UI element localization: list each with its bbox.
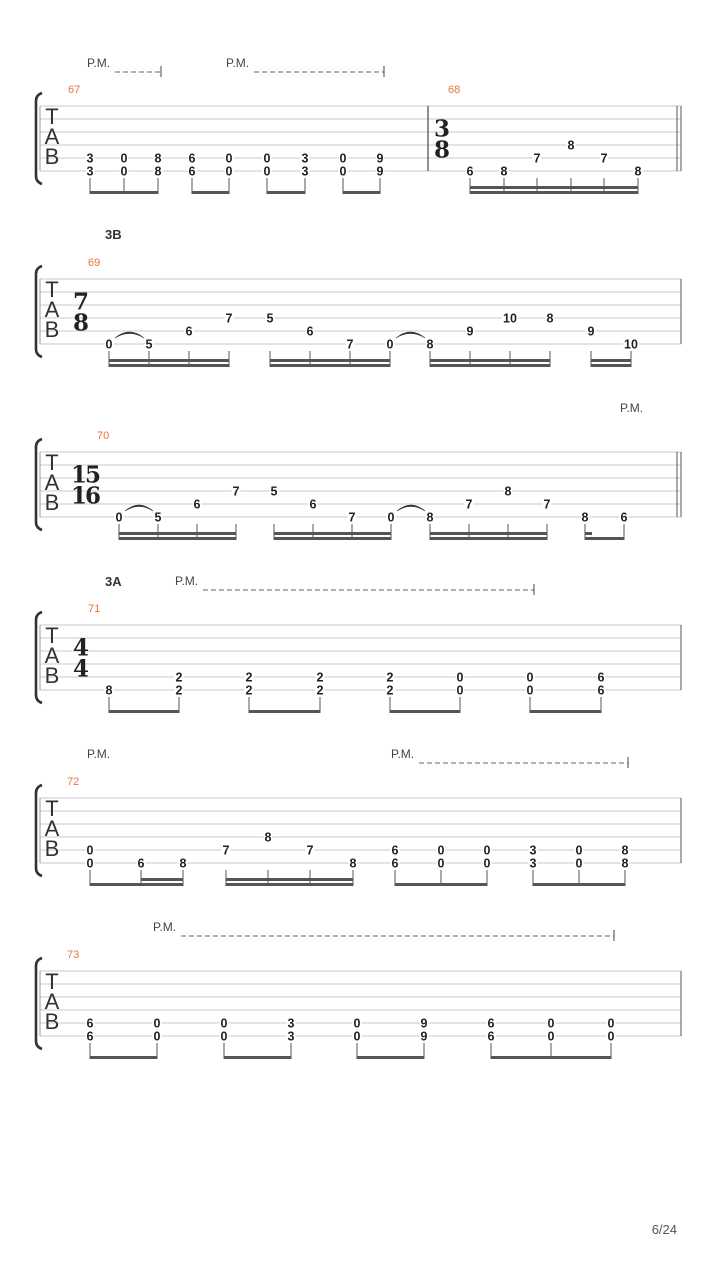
fret-number: 6 [185, 324, 193, 339]
fret-number: 0 [575, 856, 583, 871]
fret-number: 5 [270, 484, 278, 499]
beam [226, 883, 353, 886]
fret-number: 8 [154, 151, 162, 166]
fret-number: 7 [533, 151, 541, 166]
fret-number: 6 [137, 856, 145, 871]
tab-clef-letter: T [45, 623, 59, 648]
tab-clef-letter: B [44, 490, 60, 515]
fret-number: 8 [105, 683, 113, 698]
tab-clef-letter: T [45, 796, 59, 821]
fret-number: 5 [145, 337, 153, 352]
tie [125, 505, 153, 511]
fret-number: 6 [188, 151, 196, 166]
palm-mute-label: P.M. [226, 56, 250, 70]
beam [249, 710, 320, 713]
tab-system [36, 56, 681, 194]
fret-number: 5 [266, 311, 274, 326]
fret-number: 6 [620, 510, 628, 525]
section-label: 3B [105, 227, 122, 242]
beam [591, 359, 631, 362]
fret-number: 2 [245, 670, 253, 685]
palm-mute-label: P.M. [87, 747, 111, 761]
fret-number: 6 [597, 670, 605, 685]
fret-number: 0 [386, 337, 394, 352]
fret-number: 6 [487, 1016, 495, 1031]
fret-number: 0 [575, 843, 583, 858]
fret-number: 8 [500, 164, 508, 179]
fret-number: 2 [386, 670, 394, 685]
beam [430, 532, 547, 535]
fret-number: 8 [264, 830, 272, 845]
fret-number: 0 [220, 1016, 228, 1031]
fret-number: 8 [426, 510, 434, 525]
tab-clef-letter: T [45, 969, 59, 994]
fret-number: 6 [466, 164, 474, 179]
tab-system [36, 401, 681, 540]
palm-mute-label: P.M. [620, 401, 644, 415]
fret-number: 3 [86, 151, 94, 166]
fret-number: 6 [597, 683, 605, 698]
beam [533, 883, 625, 886]
fret-number: 7 [346, 337, 354, 352]
fret-number: 0 [263, 151, 271, 166]
system-bracket [36, 612, 42, 703]
fret-number: 0 [547, 1016, 555, 1031]
fret-number: 8 [621, 856, 629, 871]
tab-clef-letter: T [45, 450, 59, 475]
fret-number: 0 [86, 843, 94, 858]
fret-number: 0 [483, 843, 491, 858]
beam-stub [585, 532, 592, 535]
tab-clef-letter: B [44, 1009, 60, 1034]
tab-clef-letter: B [44, 663, 60, 688]
fret-number: 0 [456, 683, 464, 698]
beam [470, 191, 638, 194]
tab-clef-letter: A [44, 470, 60, 495]
time-signature-bottom: 8 [72, 309, 88, 337]
fret-number: 3 [287, 1029, 295, 1044]
palm-mute-label: P.M. [87, 56, 111, 70]
time-signature-top: 3 [433, 115, 449, 143]
beam [90, 883, 183, 886]
fret-number: 6 [86, 1029, 94, 1044]
fret-number: 0 [456, 670, 464, 685]
fret-number: 3 [529, 856, 537, 871]
tab-system [36, 227, 681, 367]
time-signature-top: 15 [70, 461, 100, 489]
tie [397, 505, 425, 511]
beam [591, 364, 631, 367]
fret-number: 0 [225, 151, 233, 166]
fret-number: 7 [232, 484, 240, 499]
measure-number: 67 [68, 84, 81, 96]
fret-number: 10 [624, 337, 638, 352]
palm-mute-label: P.M. [175, 574, 199, 588]
fret-number: 6 [306, 324, 314, 339]
fret-number: 6 [193, 497, 201, 512]
beam [90, 1056, 157, 1059]
tab-clef-letter: T [45, 277, 59, 302]
beam [226, 878, 353, 881]
fret-number: 0 [607, 1016, 615, 1031]
system-bracket [36, 93, 42, 184]
fret-number: 6 [391, 843, 399, 858]
fret-number: 0 [120, 151, 128, 166]
tab-clef-letter: T [45, 104, 59, 129]
beam [274, 532, 391, 535]
measure-number: 70 [97, 430, 110, 442]
fret-number: 8 [567, 138, 575, 153]
fret-number: 8 [621, 843, 629, 858]
beam [491, 1056, 611, 1059]
fret-number: 0 [153, 1029, 161, 1044]
fret-number: 0 [225, 164, 233, 179]
palm-mute-label: P.M. [153, 920, 177, 934]
beam [530, 710, 601, 713]
fret-number: 0 [353, 1016, 361, 1031]
fret-number: 7 [348, 510, 356, 525]
fret-number: 0 [115, 510, 123, 525]
fret-number: 10 [503, 311, 517, 326]
beam [430, 359, 550, 362]
beam [390, 710, 460, 713]
fret-number: 2 [175, 670, 183, 685]
fret-number: 8 [154, 164, 162, 179]
fret-number: 9 [376, 151, 384, 166]
system-bracket [36, 958, 42, 1049]
fret-number: 0 [437, 856, 445, 871]
measure-number: 68 [448, 84, 461, 96]
fret-number: 0 [105, 337, 113, 352]
beam [109, 710, 179, 713]
fret-number: 0 [220, 1029, 228, 1044]
fret-number: 0 [526, 670, 534, 685]
tab-system [36, 920, 681, 1059]
fret-number: 2 [175, 683, 183, 698]
fret-number: 9 [376, 164, 384, 179]
tab-system [36, 747, 681, 886]
fret-number: 9 [420, 1016, 428, 1031]
palm-mute-label: P.M. [391, 747, 415, 761]
fret-number: 6 [487, 1029, 495, 1044]
fret-number: 0 [547, 1029, 555, 1044]
time-signature-bottom: 8 [433, 136, 449, 164]
fret-number: 2 [316, 670, 324, 685]
measure-number: 69 [88, 257, 101, 269]
fret-number: 0 [526, 683, 534, 698]
fret-number: 0 [483, 856, 491, 871]
beam [270, 364, 390, 367]
fret-number: 9 [420, 1029, 428, 1044]
fret-number: 0 [437, 843, 445, 858]
beam [270, 359, 390, 362]
tie [396, 332, 425, 338]
time-signature-bottom: 4 [72, 655, 88, 683]
beam [192, 191, 229, 194]
fret-number: 7 [465, 497, 473, 512]
tab-system [36, 574, 681, 713]
fret-number: 8 [504, 484, 512, 499]
fret-number: 6 [86, 1016, 94, 1031]
tie [115, 332, 144, 338]
fret-number: 6 [309, 497, 317, 512]
fret-number: 8 [634, 164, 642, 179]
fret-number: 0 [607, 1029, 615, 1044]
tab-clef-letter: A [44, 816, 60, 841]
beam [90, 191, 158, 194]
beam [430, 364, 550, 367]
fret-number: 0 [339, 151, 347, 166]
system-bracket [36, 439, 42, 530]
measure-number: 72 [67, 776, 80, 788]
fret-number: 0 [353, 1029, 361, 1044]
beam [395, 883, 487, 886]
beam [141, 878, 183, 881]
fret-number: 5 [154, 510, 162, 525]
measure-number: 71 [88, 603, 101, 615]
fret-number: 3 [301, 164, 309, 179]
fret-number: 8 [581, 510, 589, 525]
fret-number: 7 [600, 151, 608, 166]
beam [357, 1056, 424, 1059]
fret-number: 8 [179, 856, 187, 871]
tab-clef-letter: A [44, 643, 60, 668]
system-bracket [36, 785, 42, 876]
tab-clef-letter: B [44, 144, 60, 169]
beam [585, 537, 624, 540]
fret-number: 7 [543, 497, 551, 512]
fret-number: 0 [86, 856, 94, 871]
fret-number: 3 [287, 1016, 295, 1031]
fret-number: 0 [120, 164, 128, 179]
time-signature-top: 4 [72, 634, 88, 662]
tab-clef-letter: B [44, 317, 60, 342]
fret-number: 3 [301, 151, 309, 166]
fret-number: 9 [466, 324, 474, 339]
beam [109, 364, 229, 367]
tab-clef-letter: A [44, 989, 60, 1014]
section-label: 3A [105, 574, 122, 589]
fret-number: 8 [546, 311, 554, 326]
beam [470, 186, 638, 189]
beam [343, 191, 380, 194]
fret-number: 0 [263, 164, 271, 179]
measure-number: 73 [67, 949, 80, 961]
tab-clef-letter: A [44, 297, 60, 322]
tab-clef-letter: B [44, 836, 60, 861]
fret-number: 2 [316, 683, 324, 698]
fret-number: 2 [245, 683, 253, 698]
tab-clef-letter: A [44, 124, 60, 149]
fret-number: 6 [391, 856, 399, 871]
beam [109, 359, 229, 362]
beam [430, 537, 547, 540]
time-signature-top: 7 [72, 288, 88, 316]
fret-number: 6 [188, 164, 196, 179]
beam [119, 537, 236, 540]
fret-number: 3 [529, 843, 537, 858]
fret-number: 9 [587, 324, 595, 339]
fret-number: 8 [426, 337, 434, 352]
system-bracket [36, 266, 42, 357]
beam [274, 537, 391, 540]
beam [267, 191, 305, 194]
fret-number: 0 [153, 1016, 161, 1031]
fret-number: 0 [339, 164, 347, 179]
fret-number: 3 [86, 164, 94, 179]
fret-number: 8 [349, 856, 357, 871]
beam [224, 1056, 291, 1059]
fret-number: 0 [387, 510, 395, 525]
fret-number: 7 [225, 311, 233, 326]
fret-number: 7 [306, 843, 314, 858]
fret-number: 2 [386, 683, 394, 698]
time-signature-bottom: 16 [70, 482, 100, 510]
page-number: 6/24 [651, 1222, 677, 1237]
beam [119, 532, 236, 535]
fret-number: 7 [222, 843, 230, 858]
